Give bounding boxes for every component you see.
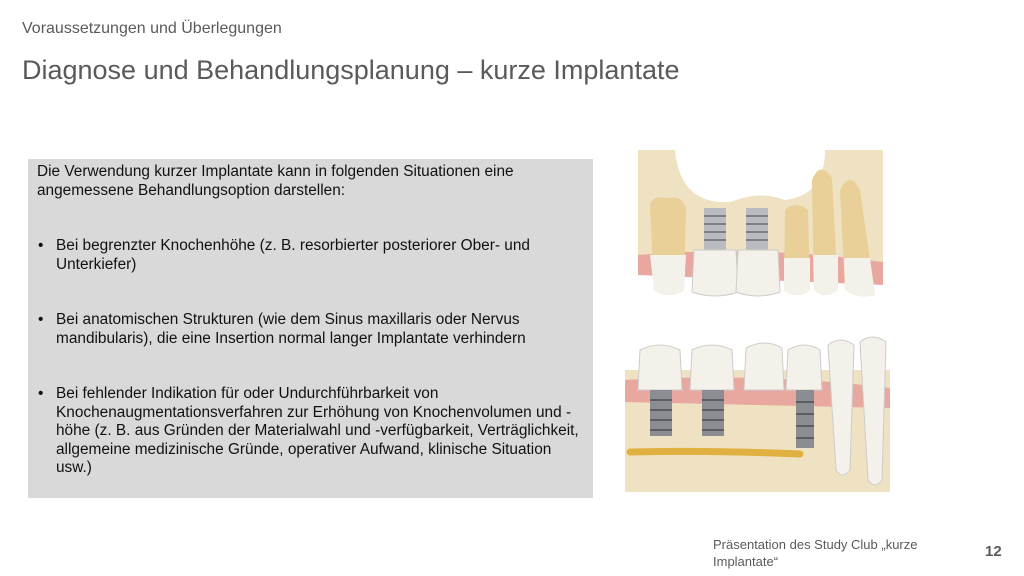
implant-icon bbox=[746, 208, 768, 250]
bullet-text: Bei begrenzter Knochenhöhe (z. B. resorbierter posteriorer Ober- und Unterkiefer) bbox=[56, 237, 530, 273]
tooth-crown-icon bbox=[844, 258, 875, 297]
implant-crown-icon bbox=[736, 250, 780, 296]
implant-crown-icon bbox=[690, 345, 734, 390]
intro-text: Die Verwendung kurzer Implantate kann in folgenden Situationen eine angemessene Behandlungsoption darstellen: bbox=[37, 163, 514, 199]
natural-tooth-icon bbox=[744, 343, 784, 390]
section-kicker: Voraussetzungen und Überlegungen bbox=[22, 20, 282, 37]
bullet-item bbox=[37, 237, 583, 274]
tooth-crown-icon bbox=[784, 258, 810, 295]
bullet-list bbox=[37, 237, 583, 478]
page-number: 12 bbox=[985, 543, 1002, 560]
upper-jaw-illustration bbox=[638, 150, 883, 297]
tooth-crown-icon bbox=[650, 255, 686, 295]
bullet-icon: • bbox=[38, 311, 44, 328]
implant-crown-icon bbox=[786, 345, 822, 390]
bullet-icon: • bbox=[38, 385, 44, 402]
sinus-cavity-icon bbox=[675, 150, 825, 202]
bullet-icon: • bbox=[38, 237, 44, 254]
bullet-item bbox=[37, 385, 583, 478]
bullet-text: Bei anatomischen Strukturen (wie dem Sinus maxillaris oder Nervus mandibularis), die eine Insertion normal langer Implantate verhindern bbox=[56, 311, 526, 347]
content-box bbox=[28, 159, 593, 498]
bullet-text: Bei fehlender Indikation für oder Undurchführbarkeit von Knochenaugmentationsverfahren zur Erhöhung von Knochenvolumen und -höhe (z. B. aus Gründen der Materialwahl und -verfügbarkeit, Verträglichkeit, allgemeine medizinische Gründe, operativer Aufwand, klinische Situation usw.) bbox=[56, 385, 579, 476]
implant-icon bbox=[796, 390, 814, 448]
lower-jaw-illustration bbox=[625, 337, 890, 492]
bullet-item bbox=[37, 311, 583, 348]
implant-crown-icon bbox=[638, 345, 682, 390]
implant-icon bbox=[704, 208, 726, 250]
slide-title: Diagnose und Behandlungsplanung – kurze Implantate bbox=[22, 55, 680, 85]
implant-crown-icon bbox=[692, 250, 738, 296]
dental-implant-illustration bbox=[620, 150, 900, 500]
tooth-crown-icon bbox=[813, 255, 838, 295]
source-caption: Präsentation des Study Club „kurze Implantate“ bbox=[713, 537, 918, 569]
nerve-canal-icon bbox=[630, 451, 800, 454]
